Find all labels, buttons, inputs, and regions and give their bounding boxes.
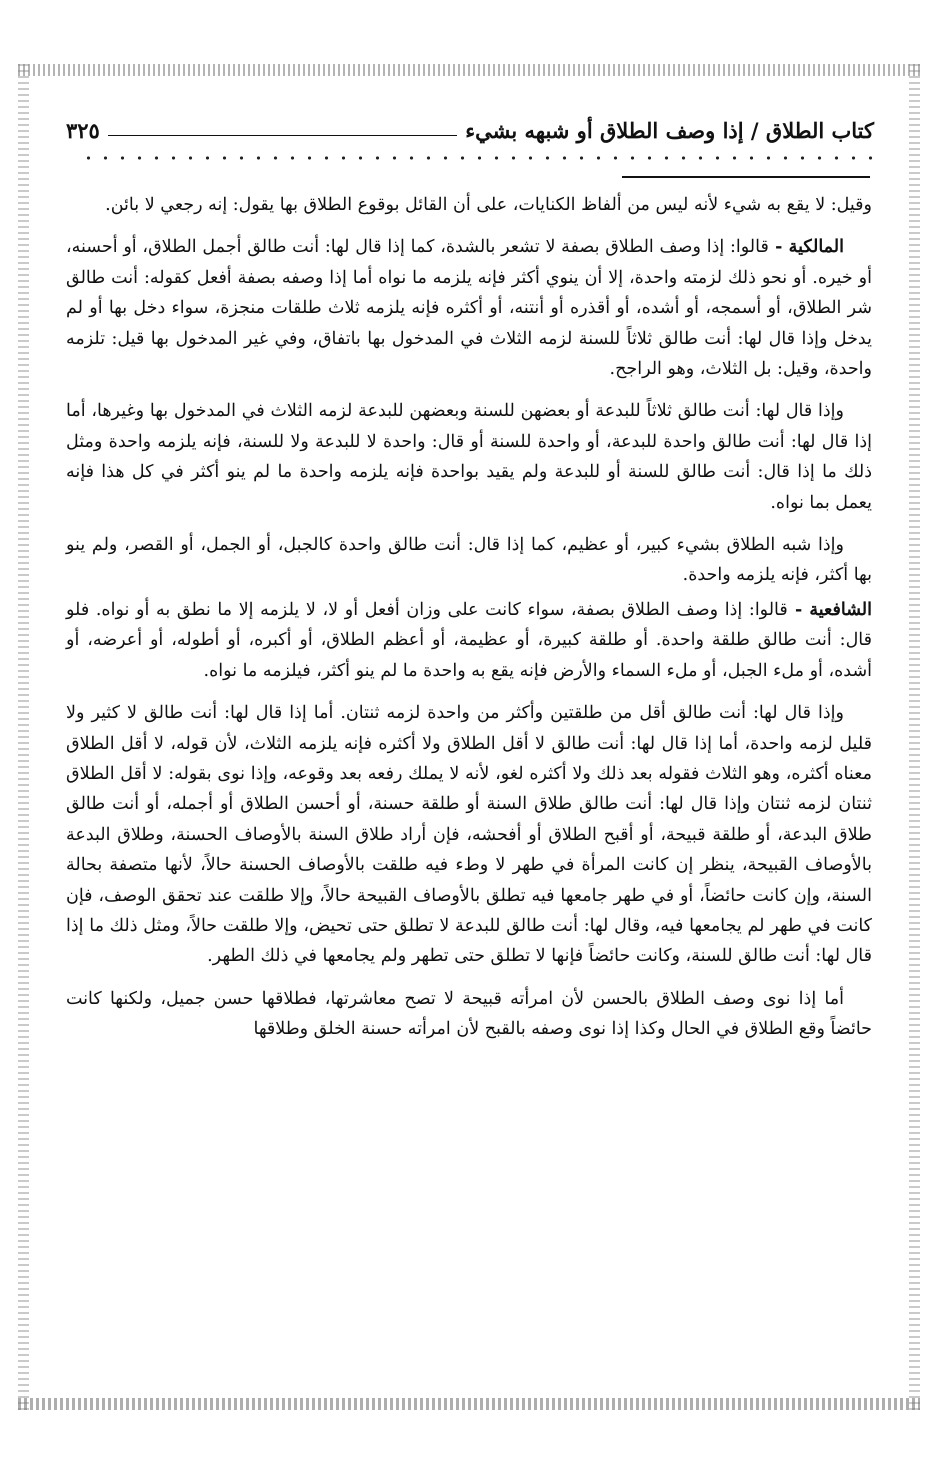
decorative-border-bottom bbox=[18, 1398, 920, 1410]
decorative-border-top bbox=[18, 64, 920, 76]
paragraph bbox=[66, 530, 872, 591]
paragraph-text: قالوا: إذا وصف الطلاق بصفة لا تشعر بالشدة، كما إذا قال لها: أنت طالق أجمل الطلاق، أو أحسنه، أو خيره. أو نحو ذلك لزمته واحدة، إلا أن ينوي أكثر فإنه يلزمه ما نواه أما إذا وصفه بصفة أفعل كقوله: أنت طالق شر الطلاق، أو أسمجه، أو أشده، أو أقذره أو أنتنه، أو أكثره فإنه يلزمه ثلاث طلقات منجزة، سواء دخل بها أو لم يدخل وإذا قال لها: أنت طالق ثلاثاً للسنة لزمه الثلاث في المدخول بها باتفاق، وفي غير المدخول بها قيل: تلزمه واحدة، وقيل: بل الثلاث، وهو الراجح. bbox=[66, 237, 872, 380]
paragraph bbox=[66, 396, 872, 518]
madhhab-heading-maliki: المالكية - bbox=[768, 237, 844, 258]
paragraph-text: أما إذا نوى وصف الطلاق بالحسن لأن امرأته قبيحة لا تصح معاشرتها، فطلاقها حسن جميل، ولكنها كانت حائضاً وقع الطلاق في الحال وكذا إذا نوى وصفه بالقبح لأن امرأته حسنة الخلق وطلاقها bbox=[66, 988, 872, 1040]
page-header bbox=[66, 110, 874, 150]
running-title: كتاب الطلاق / إذا وصف الطلاق أو شبهه بشيء bbox=[465, 117, 874, 143]
paragraph-text: وإذا شبه الطلاق بشيء كبير، أو عظيم، كما إذا قال: أنت طالق واحدة كالجبل، أو الجمل، أو القصر، ولم ينو بها أكثر، فإنه يلزمه واحدة. bbox=[66, 535, 872, 586]
paragraph bbox=[66, 190, 872, 220]
paragraph-text: وإذا قال لها: أنت طالق أقل من طلقتين وأكثر من واحدة لزمه ثنتان. أما إذا قال لها: أنت طالق لا كثير ولا قليل لزمه واحدة، أما إذا قال لها: أنت طالق لا أقل الطلاق ولا أكثره فإنه يلزمه الثلاث، لأن قوله، لا أقل الطلاق معناه أكثره، وهو الثلاث فقوله بعد ذلك ولا أكثره لغو، لأنه لا يملك رفعه بعد وقوعه، وإذا نوى بقوله: لا أقل الطلاق ثنتان لزمه ثنتان وإذا قال لها: أنت طالق طلاق السنة أو طلقة حسنة، أو أحسن الطلاق أو أجمله، أو أنت طالق طلاق البدعة، أو طلقة قبيحة، أو أقبح الطلاق أو أفحشه، فإن أراد طلاق السنة بالأوصاف الحسنة، وطلاق البدعة بالأوصاف القبيحة، ينظر إن كانت المرأة في طهر لا وطء فيه طلقت بالأوصاف الحسنة حالاً، لأنها متصفة بحالة السنة، وإن كانت حائضاً، أو في طهر جامعها فيه تطلق بالأوصاف القبيحة حالاً، وإلا طلقت عند تحقق الوصف، فإن كانت في طهر لم يجامعها فيه، وقال لها: أنت طالق للبدعة لا تطلق حتى تحيض، وإلا طلقت حالاً، ومثل ذلك ما إذا قال لها: أنت طالق للسنة، وكانت حائضاً فإنها لا تطلق حتى تطهر ولم يجامعها في ذلك الطهر. bbox=[66, 703, 872, 967]
paragraph-text: وإذا قال لها: أنت طالق ثلاثاً للبدعة أو بعضهن للسنة وبعضهن للبدعة لزمه الثلاث في المدخول بها وغيرها، أما إذا قال لها: أنت طالق واحدة للبدعة، أو واحدة للسنة أو قال: واحدة لا للبدعة ولا للسنة، فإنه يلزمه واحدة ومثل ذلك ما إذا قال: أنت طالق للسنة أو للبدعة ولم يقيد بواحدة فإنه يلزمه واحدة ما لم ينو أكثر في كل هذا فإنه يعمل بما نواه. bbox=[66, 401, 872, 513]
paragraph bbox=[66, 984, 872, 1045]
decorative-border-right bbox=[909, 64, 920, 1410]
paragraph bbox=[66, 698, 872, 972]
page-number: ٣٢٥ bbox=[66, 117, 100, 143]
footnote-rule bbox=[622, 176, 870, 178]
madhhab-heading-shafii: الشافعية - bbox=[787, 599, 872, 620]
header-rule bbox=[108, 135, 457, 136]
paragraph bbox=[66, 595, 872, 686]
paragraph-text: وقيل: لا يقع به شيء لأنه ليس من ألفاظ الكنايات، على أن القائل بوقوع الطلاق بها يقول: إنه رجعي لا بائن. bbox=[105, 195, 872, 215]
paragraph-text: قالوا: إذا وصف الطلاق بصفة، سواء كانت على وزان أفعل أو لا، لا يلزمه إلا ما نطق به أو نواه. فلو قال: أنت طالق طلقة واحدة. أو طلقة كبيرة، أو عظيمة، أو أعظم الطلاق، أو أكبره، أو أطوله، أو أعرضه، أو أشده، أو ملء الجبل، أو ملء السماء والأرض فإنه يقع به واحدة ما لم ينو أكثر، فيلزمه ما نواه. bbox=[66, 599, 872, 681]
dotted-separator bbox=[80, 152, 874, 164]
paragraph bbox=[66, 232, 872, 384]
decorative-border-left bbox=[18, 64, 29, 1410]
page-body bbox=[66, 190, 872, 1057]
